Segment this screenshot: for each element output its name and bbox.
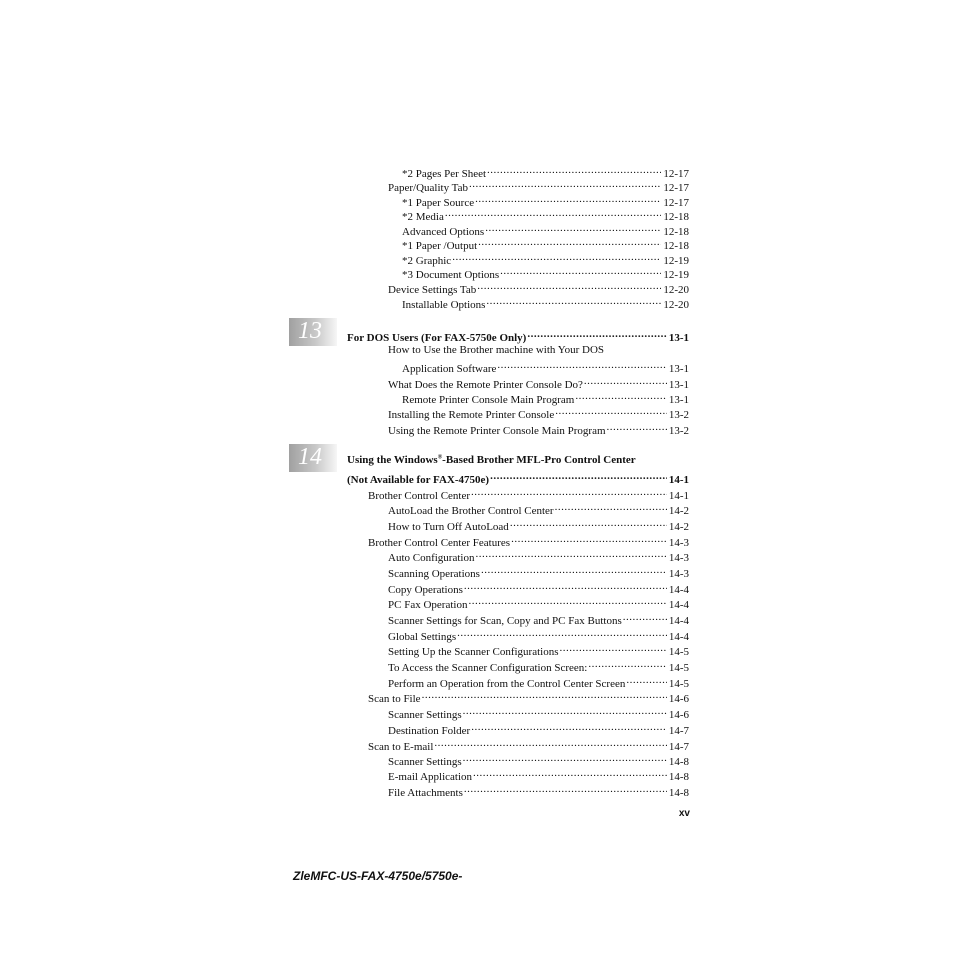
toc-entry <box>388 641 689 658</box>
toc-entry-page: 13-1 <box>668 379 689 391</box>
toc-entry-page: 14-3 <box>668 552 689 564</box>
dot-leader <box>584 374 667 388</box>
toc-entry-page: 14-5 <box>668 678 689 690</box>
dot-leader <box>464 782 667 796</box>
dot-leader <box>626 673 666 687</box>
toc-entry <box>388 279 689 296</box>
toc-entry-label: To Access the Scanner Configuration Screen: <box>388 662 588 674</box>
toc-entry-label: Installing the Remote Printer Console <box>388 409 555 421</box>
dot-leader <box>623 610 667 624</box>
toc-entry-label: Scan to File <box>368 693 421 705</box>
toc-entry-label: *3 Document Options <box>402 269 500 281</box>
chapter-14-heading-line2 <box>347 469 689 486</box>
toc-entry-label: *2 Pages Per Sheet <box>402 168 487 180</box>
chapter-title <box>347 453 636 467</box>
dot-leader <box>457 626 667 640</box>
toc-entry <box>388 704 689 721</box>
toc-entry-page: 13-1 <box>668 363 689 375</box>
chapter-title-part: -Based Brother MFL-Pro Control Center <box>442 454 636 466</box>
dot-leader <box>485 221 661 235</box>
dot-leader <box>463 704 667 718</box>
dot-leader <box>555 500 667 514</box>
toc-entry <box>402 389 689 406</box>
toc-entry <box>368 532 689 549</box>
toc-entry-label: Remote Printer Console Main Program <box>402 394 575 406</box>
chapter-number: 14 <box>298 444 322 470</box>
toc-entry-page: 12-17 <box>663 168 689 180</box>
toc-entry-label: Destination Folder <box>388 725 471 737</box>
chapter-page: 14-1 <box>668 474 689 486</box>
toc-entry-label: Scanner Settings for Scan, Copy and PC Fax Buttons <box>388 615 622 627</box>
registered-mark: ® <box>437 454 443 461</box>
chapter-14-heading-line1 <box>347 453 689 467</box>
chapter-title: For DOS Users (For FAX-5750e Only) <box>347 332 527 344</box>
toc-entry <box>402 163 689 180</box>
chapter-13-tab <box>289 318 337 346</box>
toc-entry-page: 13-2 <box>668 409 689 421</box>
dot-leader <box>527 327 666 341</box>
toc-entry-label: Brother Control Center <box>368 490 471 502</box>
toc-entry <box>388 516 689 533</box>
toc-entry-label: *1 Paper Source <box>402 197 475 209</box>
toc-entry-label: E-mail Application <box>388 771 473 783</box>
chapter-13-heading <box>347 327 689 344</box>
toc-entry <box>388 374 689 391</box>
chapter-title-part: Using the Windows <box>347 454 438 466</box>
toc-entry-page: 14-4 <box>668 615 689 627</box>
toc-entry-page: 14-5 <box>668 662 689 674</box>
toc-entry-label: Advanced Options <box>402 226 485 238</box>
toc-entry-page: 14-7 <box>668 741 689 753</box>
toc-entry-page: 14-4 <box>668 584 689 596</box>
dot-leader <box>464 579 667 593</box>
toc-entry-label: Auto Configuration <box>388 552 475 564</box>
dot-leader <box>481 563 667 577</box>
toc-entry <box>388 547 689 564</box>
toc-entry-label: Scanner Settings <box>388 709 462 721</box>
toc-entry-page: 12-20 <box>663 299 689 311</box>
toc-entry-page: 12-20 <box>663 284 689 296</box>
document-footer: ZleMFC-US-FAX-4750e/5750e- <box>293 869 463 883</box>
toc-entry-page: 14-4 <box>668 599 689 611</box>
toc-entry <box>402 206 689 223</box>
page-number: xv <box>678 808 690 819</box>
toc-entry <box>388 420 689 437</box>
dot-leader <box>575 389 667 403</box>
toc-entry <box>388 610 689 627</box>
toc-entry-page: 14-8 <box>668 787 689 799</box>
dot-leader <box>588 657 667 671</box>
chapter-number: 13 <box>298 318 322 344</box>
toc-entry-label: Scan to E-mail <box>368 741 434 753</box>
toc-entry <box>388 720 689 737</box>
toc-entry <box>388 626 689 643</box>
toc-entry-page: 14-3 <box>668 568 689 580</box>
toc-entry-label: How to Use the Brother machine with Your DOS <box>388 344 605 356</box>
dot-leader <box>500 264 661 278</box>
toc-entry-label: Copy Operations <box>388 584 463 596</box>
toc-entry <box>388 782 689 799</box>
dot-leader <box>434 736 666 750</box>
toc-entry-label: Installable Options <box>402 299 486 311</box>
dot-leader <box>477 279 661 293</box>
toc-entry-page: 14-2 <box>668 521 689 533</box>
dot-leader <box>471 485 667 499</box>
toc-entry-label: Paper/Quality Tab <box>388 182 468 194</box>
chapter-14-tab <box>289 444 337 472</box>
chapter-title: (Not Available for FAX-4750e) <box>347 474 490 486</box>
dot-leader <box>607 420 667 434</box>
toc-entry <box>388 766 689 783</box>
toc-entry-label: Brother Control Center Features <box>368 537 511 549</box>
toc-entry-page: 13-1 <box>668 394 689 406</box>
dot-leader <box>463 751 667 765</box>
toc-entry-label: AutoLoad the Brother Control Center <box>388 505 554 517</box>
dot-leader <box>486 294 661 308</box>
toc-entry <box>388 563 689 580</box>
dot-leader <box>422 688 667 702</box>
toc-entry-label: Global Settings <box>388 631 457 643</box>
toc-entry-page: 14-5 <box>668 646 689 658</box>
toc-entry <box>388 594 689 611</box>
toc-entry-label: PC Fax Operation <box>388 599 468 611</box>
chapter-page: 13-1 <box>668 332 689 344</box>
toc-entry-page: 14-6 <box>668 709 689 721</box>
dot-leader <box>469 177 661 191</box>
toc-entry <box>402 250 689 267</box>
toc-entry <box>388 579 689 596</box>
toc-entry-page: 12-19 <box>663 255 689 267</box>
toc-entry-page: 14-8 <box>668 771 689 783</box>
toc-entry <box>402 294 689 311</box>
toc-entry-page: 14-4 <box>668 631 689 643</box>
dot-leader <box>497 358 666 372</box>
toc-entry <box>368 485 689 502</box>
toc-entry-page: 12-17 <box>663 182 689 194</box>
toc-entry-page: 12-17 <box>663 197 689 209</box>
dot-leader <box>471 720 667 734</box>
dot-leader <box>490 469 667 483</box>
toc-entry-label: Scanner Settings <box>388 756 462 768</box>
toc-entry-label: *2 Graphic <box>402 255 452 267</box>
toc-entry-page: 14-8 <box>668 756 689 768</box>
toc-entry-page: 12-19 <box>663 269 689 281</box>
toc-entry-label: Device Settings Tab <box>388 284 477 296</box>
dot-leader <box>511 532 667 546</box>
toc-entry <box>368 736 689 753</box>
toc-entry <box>388 673 689 690</box>
toc-entry-label: What Does the Remote Printer Console Do? <box>388 379 583 391</box>
toc-entry-label: File Attachments <box>388 787 463 799</box>
toc-entry-label: Using the Remote Printer Console Main Program <box>388 425 606 437</box>
dot-leader <box>445 206 661 220</box>
toc-entry <box>388 404 689 421</box>
dot-leader <box>559 641 666 655</box>
toc-entry-page: 14-6 <box>668 693 689 705</box>
toc-entry-label: Setting Up the Scanner Configurations <box>388 646 559 658</box>
toc-entry-page: 12-18 <box>663 211 689 223</box>
dot-leader <box>478 235 661 249</box>
toc-entry-label: How to Turn Off AutoLoad <box>388 521 509 533</box>
toc-entry-page: 14-7 <box>668 725 689 737</box>
toc-entry <box>402 221 689 238</box>
dot-leader <box>475 547 666 561</box>
toc-entry <box>368 688 689 705</box>
toc-entry-label: *1 Paper /Output <box>402 240 478 252</box>
toc-entry-label: *2 Media <box>402 211 444 223</box>
toc-entry <box>388 751 689 768</box>
dot-leader <box>468 594 666 608</box>
toc-entry <box>388 343 689 357</box>
dot-leader <box>475 192 661 206</box>
toc-entry <box>402 264 689 281</box>
toc-entry-page: 14-1 <box>668 490 689 502</box>
toc-entry-page: 14-2 <box>668 505 689 517</box>
dot-leader <box>473 766 667 780</box>
toc-entry <box>388 500 689 517</box>
toc-entry-page: 12-18 <box>663 226 689 238</box>
toc-entry <box>402 192 689 209</box>
toc-entry <box>402 358 689 375</box>
toc-entry <box>388 177 689 194</box>
toc-entry-label: Perform an Operation from the Control Center Screen <box>388 678 626 690</box>
dot-leader <box>555 404 667 418</box>
dot-leader <box>510 516 667 530</box>
toc-entry-label: Scanning Operations <box>388 568 480 580</box>
dot-leader <box>452 250 661 264</box>
toc-entry-label: Application Software <box>402 363 497 375</box>
toc-entry-page: 13-2 <box>668 425 689 437</box>
toc-entry <box>402 235 689 252</box>
toc-entry-page: 14-3 <box>668 537 689 549</box>
dot-leader <box>487 163 661 177</box>
toc-entry-page: 12-18 <box>663 240 689 252</box>
toc-entry <box>388 657 689 674</box>
